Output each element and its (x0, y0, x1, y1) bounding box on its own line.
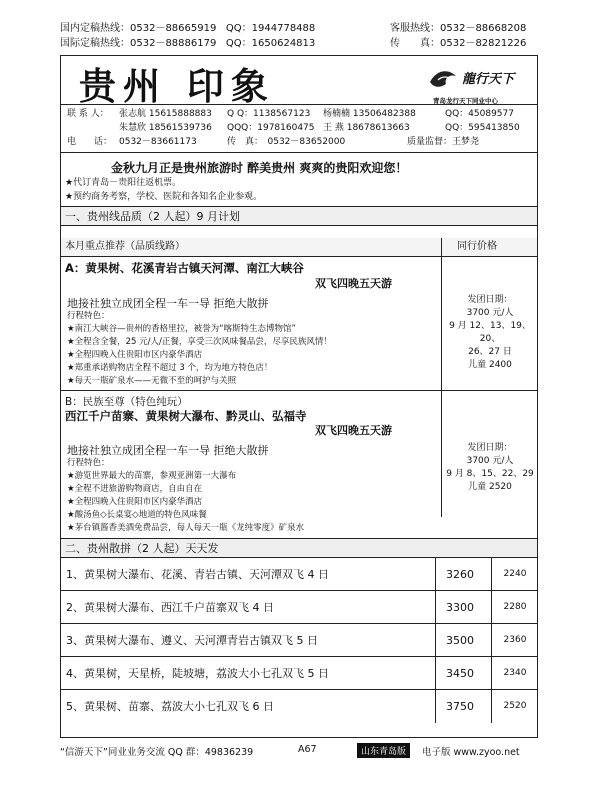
brochure-frame (60, 55, 538, 738)
route-a-dates: 9 月 12、13、19、20、 (449, 321, 531, 344)
route-name: 2、黄果树大瀑布、西江千户苗寨双飞 4 日 (66, 601, 274, 614)
route-a-feature: ★南江大峡谷—贵州的香格里拉，被誉为“喀斯特生态博物馆” (67, 324, 296, 334)
adult-price: 3750 (446, 700, 474, 713)
phone-label: 电 话： (67, 137, 113, 147)
adult-price: 3300 (446, 601, 474, 614)
quality-supervisor: 质量监督：王梦尧 (407, 137, 480, 147)
contact-row-1 (67, 108, 537, 120)
adult-price: 3450 (446, 667, 474, 680)
recommend-header (61, 238, 537, 257)
route-b-feature: ★全程四晚入住贵阳市区内豪华酒店 (67, 497, 203, 507)
table-row (61, 558, 537, 591)
route-b-price: 3700 元/人 (466, 456, 514, 466)
contact-person-4: 王 燕 18678613663 (323, 123, 410, 133)
intl-qq: QQ：1650624813 (225, 38, 316, 49)
child-price: 2340 (503, 668, 527, 678)
page-title: 贵州 印象 (79, 64, 275, 108)
price-header-label: 同行价格 (457, 241, 497, 252)
route-name: 4、黄果树，天星桥，陡坡塘，荔波大小七孔双飞 5 日 (66, 667, 329, 680)
route-a-child-price: 儿童 2400 (468, 360, 512, 370)
child-price: 2360 (503, 635, 527, 645)
route-a-feature: ★全程含全餐，25 元/人/正餐，享受三次风味餐品尝，尽享民族风情！ (67, 337, 332, 347)
contact-person-1-qq: Q Q：1138567123 (227, 109, 311, 119)
route-a-dates-cont: 26、27 日 (468, 347, 512, 357)
route-b-feature: ★酸汤鱼◇长桌宴◇地道的特色风味餐 (67, 510, 207, 520)
route-b-mode: 地接社独立成团全程一车一导 拒绝大散拼 (67, 444, 269, 457)
route-a-departure-label: 发团日期： (467, 295, 513, 305)
route-a-feature: ★全程四晚入住贵阳市区内豪华酒店 (67, 350, 203, 360)
footer-qq-group: “信游天下”同业业务交流 QQ 群：49836239 (60, 747, 254, 758)
page-number: A67 (298, 744, 317, 755)
route-b-schedule (445, 442, 535, 494)
contact-person-2: 朱慧欣 18561539736 (119, 123, 212, 133)
route-b-subtitle: 双飞四晚五天游 (315, 424, 392, 437)
route-a-features-label: 行程特色： (67, 311, 110, 321)
table-row (61, 624, 537, 657)
route-b-feature: ★茅台镇酱香美酒免费品尝，每人每天一瓶《龙纯零度》矿泉水 (67, 523, 305, 533)
office-fax: 传 真： 0532－83652000 (227, 137, 346, 147)
contact-person-3: 杨楠楠 13506482388 (323, 109, 416, 119)
route-a-price: 3700 元/人 (466, 308, 514, 318)
domestic-label: 国内定稿热线： (60, 23, 130, 34)
cs-label: 客服热线： (390, 23, 440, 34)
contact-row-2 (67, 122, 537, 134)
cs-phone: 0532－88668208 (440, 23, 527, 34)
table-row (61, 690, 537, 723)
route-a-title: A：黄果树、花溪青岩古镇天河潭、南江大峡谷 (65, 261, 304, 275)
intl-label: 国际定稿热线： (60, 38, 130, 49)
route-name: 5、黄果树、苗寨、荔波大小七孔双飞 6 日 (66, 700, 274, 713)
intl-phone: 0532－88886179 (130, 38, 217, 49)
contact-person-4-qq: QQ：595413850 (445, 123, 520, 133)
edition-tag: 山东青岛版 (357, 743, 410, 758)
route-a-feature: ★每天一瓶矿泉水——无微不至的呵护与关照 (67, 376, 237, 386)
cs-hotline (390, 22, 526, 35)
adult-price: 3500 (446, 634, 474, 647)
service-item: ★代订青岛－贵阳往返机票。 (65, 178, 182, 188)
promo-banner: 金秋九月正是贵州旅游时 醉美贵州 爽爽的贵阳欢迎您！ (111, 161, 408, 175)
intl-hotline (60, 37, 315, 50)
route-b-feature: ★游览世界最大的苗寨，参观亚洲第一大瀑布 (67, 471, 237, 481)
section-heading-quality: 一、贵州线品质（2 人起）9 月计划 (61, 206, 537, 226)
route-b-title: 西江千户苗寨、黄果树大瀑布、黔灵山、弘福寺 (65, 409, 307, 423)
route-b-departure-label: 发团日期： (467, 443, 513, 453)
route-a-feature: ★郑重承诺购物店全程不超过 3 个，均为地方特色店！ (67, 363, 273, 373)
recommend-header-label: 本月重点推荐（品质线路） (65, 241, 185, 252)
child-price: 2520 (503, 701, 527, 711)
domestic-phone: 0532－88665919 (130, 23, 217, 34)
logo-text: 龍行天下 (462, 72, 515, 87)
route-divider (61, 390, 537, 391)
office-phone: 0532－83661173 (119, 137, 197, 147)
section-heading-group: 二、贵州散拼（2 人起）天天发 (61, 538, 537, 558)
service-item: ★预约商务考察，学校、医院和各知名企业参观。 (65, 192, 263, 202)
contact-person-1: 张志航 15615888883 (119, 109, 212, 119)
dragon-logo-icon (426, 64, 526, 94)
domestic-hotline (60, 22, 315, 35)
fax-hotline (390, 37, 526, 50)
contact-divider (61, 152, 537, 153)
footer-website[interactable]: 电子版 www.zyoo.net (422, 747, 520, 758)
route-b-features-label: 行程特色： (67, 458, 110, 468)
route-name: 3、黄果树大瀑布、遵义、天河潭青岩古镇双飞 5 日 (66, 634, 318, 647)
route-name: 1、黄果树大瀑布、花溪、青岩古镇、天河潭双飞 4 日 (66, 568, 329, 581)
table-row (61, 657, 537, 690)
table-row (61, 591, 537, 624)
route-a-mode: 地接社独立成团全程一车一导 拒绝大散拼 (67, 297, 269, 310)
logo-subtitle: 青岛龙行天下同业中心 (433, 97, 498, 105)
route-b-dates: 9 月 8、15、22、29 (446, 469, 534, 479)
domestic-qq: QQ：1944778488 (225, 23, 316, 34)
route-b-child-price: 儿童 2520 (468, 482, 512, 492)
contact-row-3 (67, 136, 537, 148)
contact-people-label: 联 系 人： (67, 109, 109, 119)
route-a-subtitle: 双飞四晚五天游 (315, 277, 392, 290)
route-b-feature: ★全程不进旅游购物商店，自由自在 (67, 484, 203, 494)
adult-price: 3260 (446, 568, 474, 581)
child-price: 2280 (503, 602, 527, 612)
contact-person-2-qq: QQQ：1978160475 (227, 123, 315, 133)
price-column-divider (441, 238, 442, 517)
child-price: 2240 (503, 569, 527, 579)
contact-person-3-qq: QQ：45089577 (445, 109, 514, 119)
fax-phone: 0532－82821226 (440, 38, 527, 49)
fax-label: 传 真： (390, 38, 440, 49)
route-a-schedule (445, 294, 535, 372)
route-b-label: B：民族至尊（特色纯玩） (65, 396, 188, 408)
header-divider (61, 104, 537, 105)
